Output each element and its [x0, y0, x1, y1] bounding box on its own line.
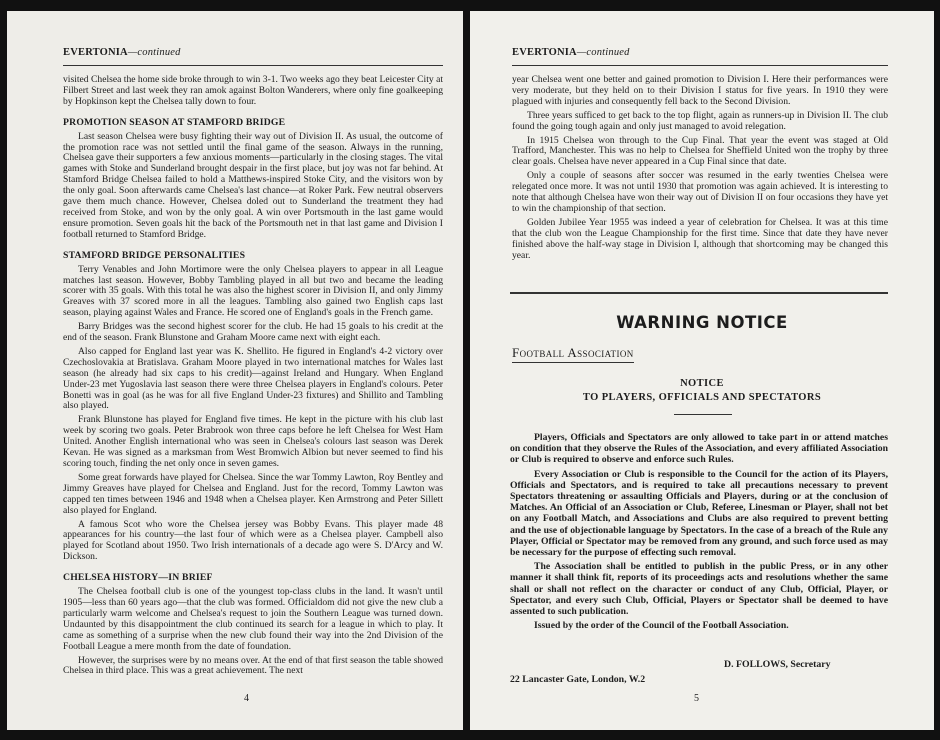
- paragraph: In 1915 Chelsea won through to the Cup Final. That year the event was staged at Old Trafford, Manchester. This was no help to Chelsea for Sheffield United won the trophy by three clear goals. Chelsea have never appeared in a Cup Final since that date.: [512, 134, 888, 168]
- notice-paragraph: Issued by the order of the Council of the Football Association.: [534, 620, 789, 632]
- paragraph: Terry Venables and John Mortimore were the only Chelsea players to appear in all League matches last season. However, Bobby Tambling played in all but two and became the leading scorer with 35 goals. With this total he was also the highest scorer in Division II, and only Jimmy Greaves with 37 scored more in all the leagues. Tambling also gained two English caps last season, playing against Wales and France. He scored one of England's goals in the French game.: [63, 263, 443, 319]
- paragraph: Some great forwards have played for Chelsea. Since the war Tommy Lawton, Roy Bentley and Jimmy Greaves have played for Chelsea and England. Just for the record, Tommy Lawton was capped ten times between 1946 and 1948 when a Chelsea player. Ken Armstrong and Peter Sillett also played for England.: [63, 471, 443, 516]
- right-text-column: [512, 75, 888, 265]
- notice-paragraph: The Association shall be entitled to publish in the public Press, or in any other manner it shall think fit, reports of its proceedings acts and resolutions whether the same shall or shall not reflect on the character or conduct of any Club, Official, Player, or Spectator, and every such Club, Official, Players or Spectator shall be deemed to have assented to such publication.: [510, 561, 888, 618]
- left-page: [7, 11, 463, 730]
- signatory: D. FOLLOWS, Secretary: [724, 659, 831, 670]
- intro-paragraph: year Chelsea went one better and gained promotion to Division I. Here their performances were very moderate, but they held on to their Division I status for five years. In 1910 they were plagued with injuries and consequently fell back to the Second Division.: [512, 74, 888, 107]
- paragraph: Golden Jubilee Year 1955 was indeed a year of celebration for Chelsea. It was at this time that the club won the League Championship for the first time. Since that date they have never finished above the half-way stage in Division I, although that shortcoming may be changed this year.: [512, 216, 888, 261]
- section-rule: [510, 292, 888, 294]
- paragraph: Barry Bridges was the second highest scorer for the club. He had 15 goals to his credit at the end of the season. Frank Blunstone and Graham Moore came next with eight each.: [63, 321, 443, 344]
- warning-title: WARNING NOTICE: [616, 313, 788, 332]
- notice-title: NOTICE: [680, 378, 724, 389]
- paragraph: Frank Blunstone has played for England five times. He kept in the picture with his club last week by scoring two goals. Peter Brabrook won three caps before he left Chelsea for West Ham United. Another English international who was seen in Chelsea's colours last season was Derek Kevan. He was signed as a marksman from West Bromwich Albion but never seemed to find his scoring touch, finding the net only once in seven games.: [63, 414, 443, 469]
- short-rule: [674, 414, 732, 415]
- section-heading: PROMOTION SEASON AT STAMFORD BRIDGE: [63, 116, 286, 128]
- paragraph: Only a couple of seasons after soccer was resumed in the early twenties Chelsea were relegated once more. It was not until 1930 that promotion was again achieved. It is interesting to note that although Chelsea have won their way out of Division II on four occasions they have yet to win the championship of that section.: [512, 170, 888, 214]
- intro-paragraph: visited Chelsea the home side broke through to win 3-1. Two weeks ago they beat Leicester City at Filbert Street and last week they ran amok against Bolton Wanderers, where only fine goalkeeping by Hopkinson kept the Chelsea tally down to four.: [63, 74, 443, 107]
- header-rule: [63, 65, 443, 66]
- address: 22 Lancaster Gate, London, W.2: [510, 674, 646, 685]
- notice-paragraph: Players, Officials and Spectators are only allowed to take part in or attend matches on condition that they observe the Rules of the Association, and every affiliated Association or Club is required to observe and enforce such Rules.: [510, 432, 888, 466]
- page-number: 4: [244, 693, 249, 704]
- notice-paragraph: Every Association or Club is responsible to the Council for the action of its Players, Officials and Spectators, and is required to take all precautions necessary to prevent Spectators threatening or assaulting Officials and Players, during or at the conclusion of Matches. An Official of an Association or Club, Referee, Linesman or Player, shall not bet on any Football Match, and Associations and Clubs are also required to prevent betting and the use of objectionable language by Spectators. In the case of a breach of the Rule any Player, Official or Spectator may be removed from any ground, and such force used as may be necessary for the purpose of effecting such removal.: [510, 468, 888, 559]
- notice-text: [510, 432, 888, 634]
- paragraph: Also capped for England last year was K. Shellito. He figured in England's 4-2 victory over Czechoslovakia at Bratislava. Graham Moore played in two international matches for Wales last season (he already had six caps to his credit)—against Ireland and Hungary. When England Under-23 met Yugoslavia last season there were three Chelsea players in England's colours. Peter Bonetti was in goal (as he was for all five England Under-23 fixtures) and Shillito and Tambling also played.: [63, 345, 443, 412]
- section-heading: CHELSEA HISTORY—IN BRIEF: [63, 572, 213, 584]
- header-rule: [512, 65, 888, 66]
- running-head-left: EVERTONIA—continued: [63, 47, 181, 58]
- notice-subtitle: TO PLAYERS, OFFICIALS AND SPECTATORS: [582, 392, 822, 403]
- right-page: [470, 11, 934, 730]
- paragraph: The Chelsea football club is one of the youngest top-class clubs in the land. It wasn't until 1905—less than 60 years ago—that the club was formed. Officialdom did not give the new club a particularly warm welcome and Chelsea's request to join the Southern League was turned down. Undaunted by this disappointment the club continued its search for a league in which to play. It came as something of a surprise when the new club found their way into the 2nd Division of the Football League a mere month from the date of foundation.: [63, 586, 443, 652]
- paragraph: A famous Scot who wore the Chelsea jersey was Bobby Evans. This player made 48 appearances for his country—the last four of which were as a Chelsea player. Campbell also played for Scotland about 1950. Two Irish internationals of a decade ago were S. D'Arcy and W. Dickson.: [63, 518, 443, 563]
- fa-heading: Football Association: [512, 345, 634, 363]
- section-heading: STAMFORD BRIDGE PERSONALITIES: [63, 249, 246, 261]
- running-head-right: EVERTONIA—continued: [512, 47, 630, 58]
- paragraph: However, the surprises were by no means over. At the end of that first season the table showed Chelsea in third place. This was a great achievement. The next: [63, 654, 443, 677]
- paragraph: Three years sufficed to get back to the top flight, again as runners-up in Division II. The club found the going tough again and only just managed to avoid relegation.: [512, 109, 888, 132]
- left-text-column: [63, 75, 443, 680]
- paragraph: Last season Chelsea were busy fighting their way out of Division II. As usual, the outcome of the promotion race was not settled until the final game of the season. Always in the running, Chelsea gave their supporters a few anxious moments—particularly in the closing stages. The vital games with Stoke and Sunderland brought despair in the first place, but joy was not far behind. At Stamford Bridge Chelsea failed to hold a Matthews-inspired Stoke City, and the visitors won by the only goal. Soon afterwards came Chelsea's last chance—at Roker Park. Few neutral observers gave them much chance. However, Chelsea doled out to Sunderland the treatment they had received from Stoke, and won by the only goal. A win over Portsmouth in the last game would ensure promotion. Seven goals hit the back of the Portsmouth net in that last game and Division I football returned to Stamford Bridge.: [63, 130, 443, 240]
- page-number: 5: [694, 693, 699, 704]
